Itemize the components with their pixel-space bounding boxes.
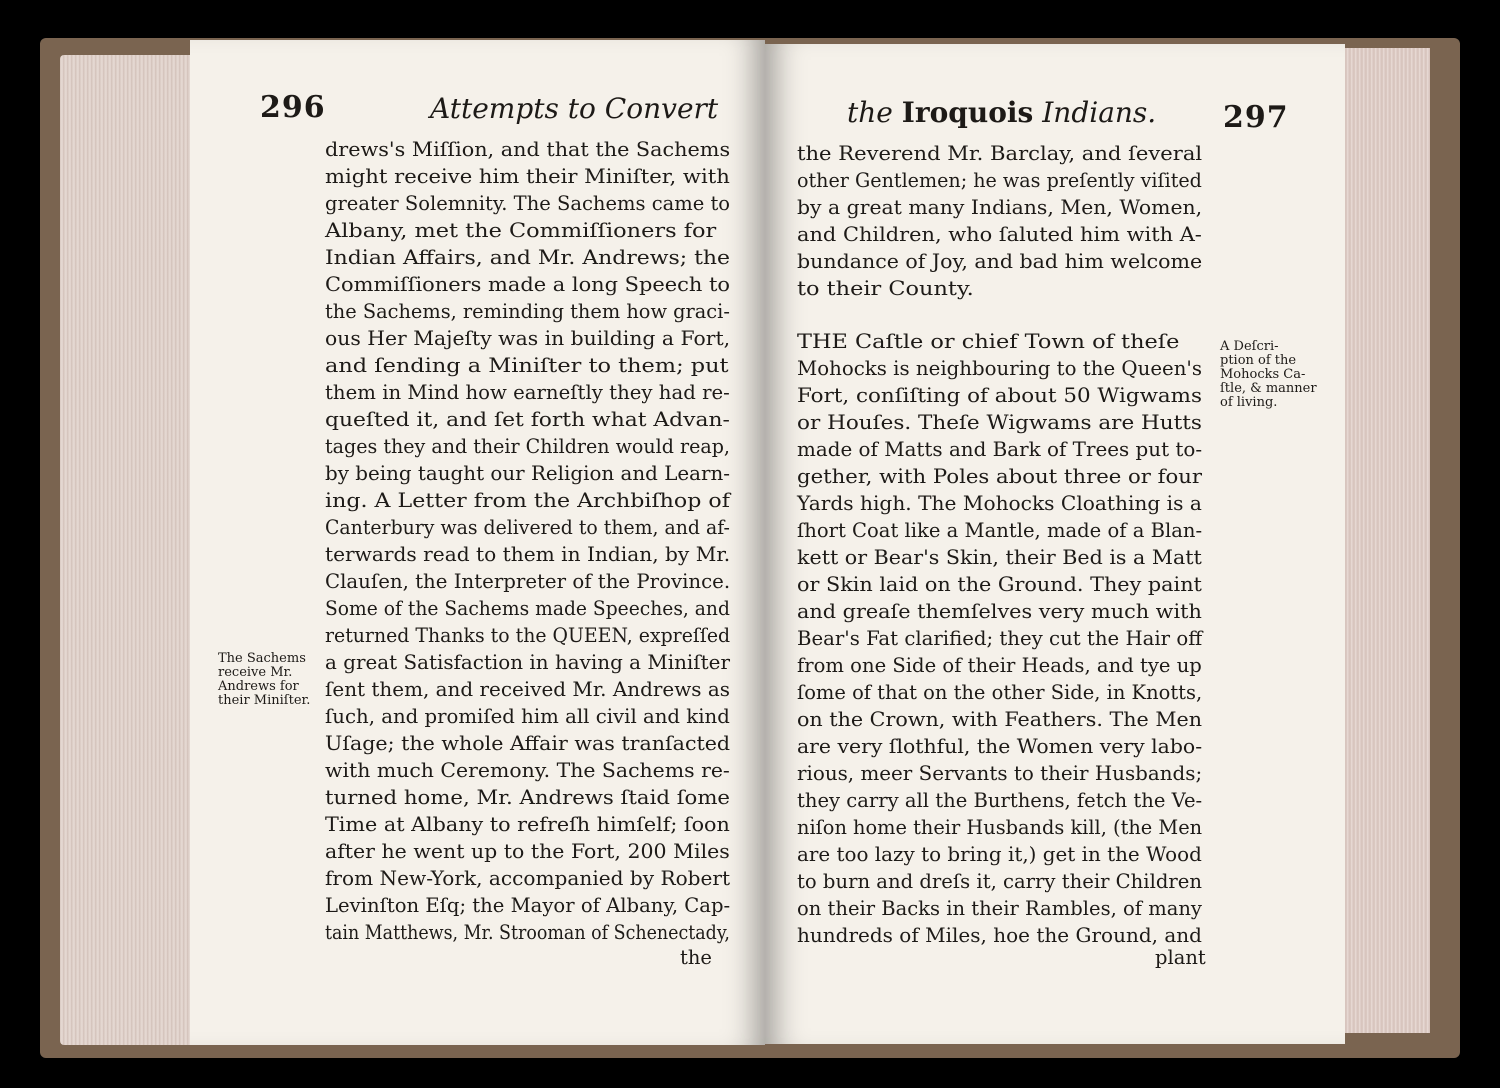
text-line: turned home, Mr. Andrews ſtaid ſome [325, 786, 730, 809]
right-running-head-iroquois: Iroquois [901, 96, 1034, 129]
text-line: Commiſſioners made a long Speech to [325, 273, 731, 296]
text-line: queſted it, and ſet forth what Advan- [325, 408, 730, 431]
text-line: Uſage; the whole Affair was tranſacted [325, 732, 731, 755]
right-body-text-2 [797, 328, 1205, 949]
text-line: to their County. [797, 277, 974, 300]
sidenote-line: ption of the [1220, 353, 1297, 368]
text-line: THE Caſtle or chief Town of theſe [797, 330, 1180, 353]
text-line: tain Matthews, Mr. Strooman of Schenectady, [325, 921, 730, 944]
text-line: or Skin laid on the Ground. They paint [797, 573, 1202, 596]
sidenote-line: of living. [1220, 395, 1278, 410]
left-catchword: the [680, 946, 712, 969]
text-line: them in Mind how earneſtly they had re- [325, 381, 730, 404]
text-line: the Reverend Mr. Barclay, and ſeveral [797, 142, 1203, 165]
right-running-head-indians: Indians. [1042, 96, 1157, 129]
sidenote-line: A Deſcri- [1220, 339, 1279, 354]
text-line: on the Crown, with Feathers. The Men [797, 708, 1203, 731]
text-line: ſuch, and promiſed him all civil and kind [325, 705, 730, 728]
left-page [190, 40, 765, 1045]
text-line: ſent them, and received Mr. Andrews as [325, 678, 731, 701]
text-line: tages they and their Children would reap, [325, 435, 730, 458]
text-line: ſome of that on the other Side, in Knotts, [797, 681, 1203, 704]
text-line: from New-York, accompanied by Robert [325, 867, 731, 890]
text-line: kett or Bear's Skin, their Bed is a Matt [797, 546, 1202, 569]
sidenote-line: Mohocks Ca- [1220, 367, 1306, 382]
text-line: other Gentlemen; he was preſently viſited [797, 169, 1202, 192]
text-line: rious, meer Servants to their Husbands; [797, 762, 1203, 785]
text-line: with much Ceremony. The Sachems re- [325, 759, 730, 782]
text-line: drews's Miſſion, and that the Sachems [325, 138, 731, 161]
left-page-number: 296 [260, 90, 326, 125]
text-line: after he went up to the Fort, 200 Miles [325, 840, 730, 863]
text-line: and Children, who ſaluted him with A- [797, 223, 1202, 246]
text-line: Mohocks is neighbouring to the Queen's [797, 357, 1203, 380]
text-line: Indian Affairs, and Mr. Andrews; the [325, 246, 731, 269]
text-line: on their Backs in their Rambles, of many [797, 897, 1202, 920]
text-line: the Sachems, reminding them how graci- [325, 300, 730, 323]
text-line: by a great many Indians, Men, Women, [797, 196, 1203, 219]
text-line: hundreds of Miles, hoe the Ground, and [797, 924, 1202, 947]
text-line: and greaſe themſelves very much with [797, 600, 1202, 623]
text-line: gether, with Poles about three or four [797, 465, 1203, 488]
text-line: made of Matts and Bark of Trees put to- [797, 438, 1203, 461]
text-line: a great Satisfaction in having a Miniſter [325, 651, 730, 674]
right-page-number: 297 [1223, 100, 1289, 135]
text-line: ous Her Majeſty was in building a Fort, [325, 327, 731, 350]
text-line: Bear's Fat clarified; they cut the Hair off [797, 627, 1203, 650]
sidenote-line: The Sachems [218, 651, 306, 666]
text-line: bundance of Joy, and bad him welcome [797, 250, 1203, 273]
right-page [765, 44, 1345, 1044]
right-page-edges [1340, 48, 1430, 1033]
text-line: are too lazy to bring it,) get in the Wood [797, 843, 1202, 866]
right-catchword: plant [1155, 946, 1206, 969]
text-line: Albany, met the Commiſſioners for [325, 219, 717, 242]
sidenote-line: their Miniſter. [218, 693, 311, 708]
right-sidenote [1220, 340, 1317, 410]
text-line: are very ſlothful, the Women very labo- [797, 735, 1203, 758]
text-line: Fort, conſiſting of about 50 Wigwams [797, 384, 1202, 407]
left-page-edges [60, 55, 200, 1045]
right-body-text-1 [797, 140, 1210, 302]
text-line: returned Thanks to the QUEEN, expreſſed [325, 624, 731, 647]
text-line: Canterbury was delivered to them, and af- [325, 516, 730, 539]
text-line: ſhort Coat like a Mantle, made of a Blan- [797, 519, 1203, 542]
text-line: Yards high. The Mohocks Cloathing is a [797, 492, 1202, 515]
text-line: Some of the Sachems made Speeches, and [325, 597, 730, 620]
text-line: Levinſton Eſq; the Mayor of Albany, Cap- [325, 894, 731, 917]
text-line: ing. A Letter from the Archbiſhop of [325, 489, 730, 512]
text-line: might receive him their Miniſter, with [325, 165, 730, 188]
right-running-head [847, 96, 1156, 129]
sidenote-line: ſtle, & manner [1220, 381, 1317, 396]
text-line: greater Solemnity. The Sachems came to [325, 192, 731, 215]
text-line: Clauſen, the Interpreter of the Province. [325, 570, 731, 593]
left-body-text [325, 136, 777, 946]
text-line: terwards read to them in Indian, by Mr. [325, 543, 731, 566]
text-line: or Houſes. Theſe Wigwams are Hutts [797, 411, 1202, 434]
sidenote-line: receive Mr. [218, 665, 293, 680]
text-line: and ſending a Miniſter to them; put [325, 354, 729, 377]
left-sidenote [218, 652, 310, 708]
text-line: by being taught our Religion and Learn- [325, 462, 731, 485]
text-line: to burn and dreſs it, carry their Children [797, 870, 1202, 893]
right-running-head-the: the [847, 96, 893, 129]
text-line: from one Side of their Heads, and tye up [797, 654, 1202, 677]
sidenote-line: Andrews for [218, 679, 299, 694]
left-running-head: Attempts to Convert [430, 92, 719, 125]
text-line: they carry all the Burthens, fetch the Ve- [797, 789, 1203, 812]
text-line: niſon home their Husbands kill, (the Men [797, 816, 1203, 839]
text-line: Time at Albany to refreſh himſelf; ſoon [325, 813, 730, 836]
